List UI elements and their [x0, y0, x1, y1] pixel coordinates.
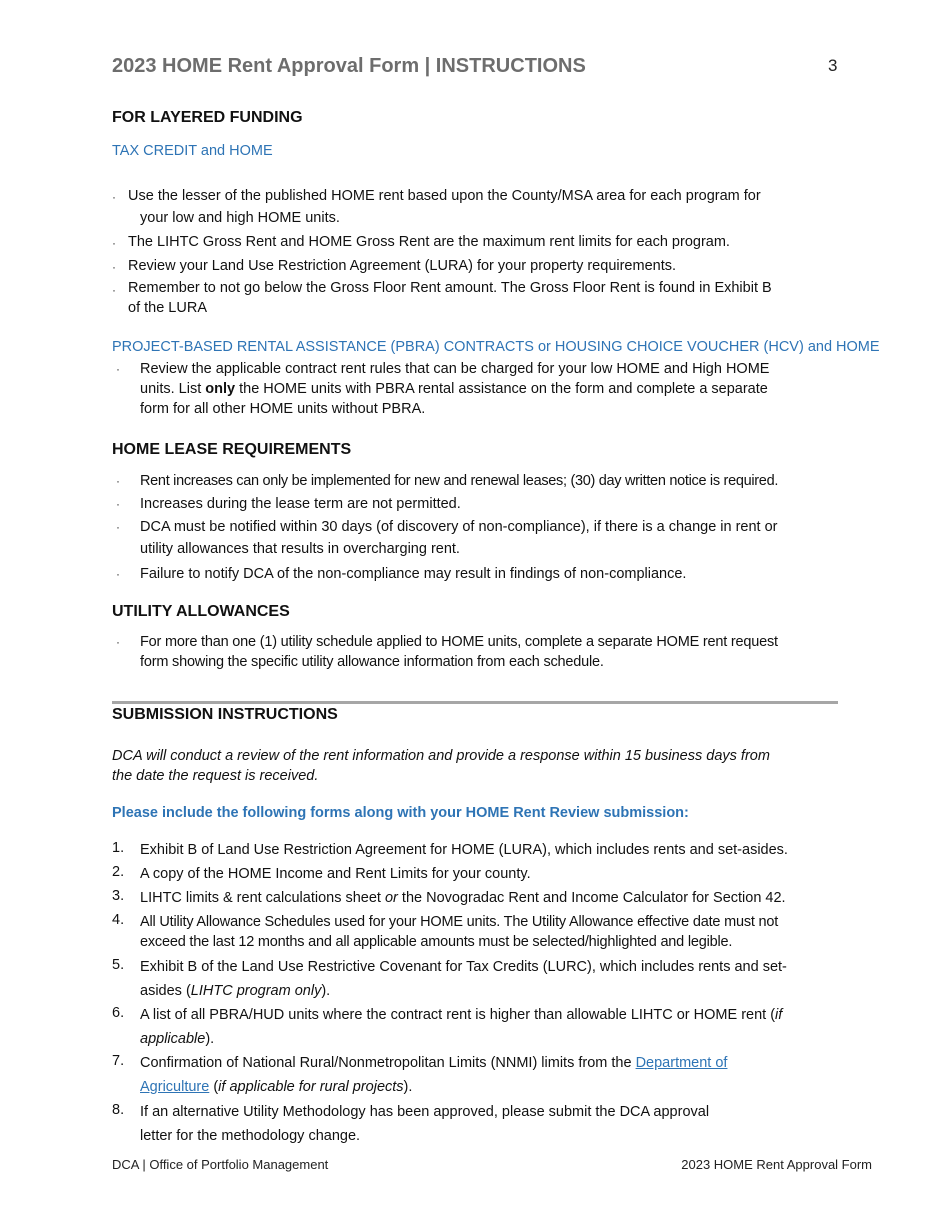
item-number: 3. [112, 888, 125, 904]
tax-bullet-4-line-2: of the LURA [128, 300, 207, 316]
item-6-italic-2: applicable [140, 1031, 206, 1047]
bullet-dot: · [112, 283, 116, 297]
submission-item-4 [140, 912, 778, 952]
utility-bullet-line-2: form showing the specific utility allowance information from each schedule. [140, 654, 604, 670]
item-5-pre: asides ( [140, 983, 191, 999]
lease-bullet-1: Rent increases can only be implemented for new and renewal leases; (30) day written notice is required. [140, 473, 779, 489]
item-3-italic: or [384, 890, 398, 906]
pbra-line-1: Review the applicable contract rent rules that can be charged for your low HOME and High HOME [140, 361, 770, 377]
item-7-line-2 [140, 1077, 727, 1097]
item-4-line-2: exceed the last 12 months and all applicable amounts must be selected/highlighted and legible. [140, 934, 733, 950]
bullet-dot: · [112, 236, 116, 250]
tax-bullet-4-line-1: Remember to not go below the Gross Floor Rent amount. The Gross Floor Rent is found in Exhibit B [128, 280, 772, 296]
utility-bullet-line-1: For more than one (1) utility schedule applied to HOME units, complete a separate HOME rent request [140, 634, 778, 650]
tax-bullet-1-line-1: Use the lesser of the published HOME rent based upon the County/MSA area for each program for [128, 188, 761, 204]
page-number: 3 [828, 56, 838, 75]
footer-left: DCA | Office of Portfolio Management [112, 1157, 329, 1172]
tax-bullet-4 [128, 278, 772, 318]
tax-bullet-1 [128, 186, 761, 228]
bullet-dot: · [116, 474, 120, 488]
pbra-line-2 [140, 379, 832, 399]
item-7-line-1 [140, 1053, 727, 1073]
submission-item-5 [140, 957, 787, 1001]
submission-item-1: Exhibit B of Land Use Restriction Agreement for HOME (LURA), which includes rents and set-asides. [140, 842, 788, 858]
lease-heading: HOME LEASE REQUIREMENTS [112, 441, 352, 458]
utility-bullet [140, 632, 778, 672]
item-5-post: ). [321, 983, 331, 999]
item-3-post: the Novogradac Rent and Income Calculator for Section 42. [397, 890, 786, 906]
tax-bullet-1-line-2: your low and high HOME units. [140, 210, 340, 226]
item-5-italic: LIHTC program only [190, 983, 322, 999]
item-6-line-2 [140, 1029, 782, 1049]
tax-bullet-2: The LIHTC Gross Rent and HOME Gross Rent are the maximum rent limits for each program. [128, 234, 730, 250]
lease-bullet-2: Increases during the lease term are not permitted. [140, 496, 461, 512]
item-8-line-1: If an alternative Utility Methodology has been approved, please submit the DCA approval [140, 1104, 710, 1120]
item-7-italic: if applicable for rural projects [218, 1079, 404, 1095]
item-7-pre: Confirmation of National Rural/Nonmetropolitan Limits (NNMI) limits from the [140, 1055, 636, 1071]
tax-bullet-3: Review your Land Use Restriction Agreement (LURA) for your property requirements. [128, 258, 677, 274]
submission-item-7 [140, 1053, 727, 1097]
item-number: 8. [112, 1102, 125, 1118]
item-6-post: ). [205, 1031, 215, 1047]
item-4-line-1: All Utility Allowance Schedules used for your HOME units. The Utility Allowance effective date must not [140, 914, 779, 930]
item-6-italic-1: if [775, 1007, 783, 1023]
submission-item-6 [140, 1005, 782, 1049]
pbra-bullet [140, 359, 832, 419]
item-5-line-2 [140, 981, 787, 1001]
footer-right: 2023 HOME Rent Approval Form [681, 1157, 872, 1172]
item-number: 1. [112, 840, 125, 856]
item-number: 7. [112, 1053, 125, 1069]
pbra-line-3: form for all other HOME units without PBRA. [140, 401, 426, 417]
department-of-agriculture-link[interactable]: Department of [635, 1055, 728, 1071]
item-6-pre: A list of all PBRA/HUD units where the contract rent is higher than allowable LIHTC or HOME rent ( [140, 1007, 776, 1023]
item-5-line-1: Exhibit B of the Land Use Restrictive Covenant for Tax Credits (LURC), which includes rents and set- [140, 959, 787, 975]
page-title: 2023 HOME Rent Approval Form | INSTRUCTIONS [112, 55, 586, 77]
utility-heading: UTILITY ALLOWANCES [112, 603, 290, 620]
item-number: 4. [112, 912, 125, 928]
lease-bullet-3-line-1: DCA must be notified within 30 days (of discovery of non-compliance), if there is a change in rent or [140, 519, 778, 535]
lease-bullet-3-line-2: utility allowances that results in overcharging rent. [140, 541, 460, 557]
submission-item-3 [140, 888, 786, 908]
review-note-line-1: DCA will conduct a review of the rent information and provide a response within 15 business days from [112, 748, 770, 764]
pbra-line-2-bold: only [205, 381, 236, 397]
submission-item-2: A copy of the HOME Income and Rent Limits for your county. [140, 866, 531, 882]
submission-heading: SUBMISSION INSTRUCTIONS [112, 706, 338, 723]
bullet-dot: · [116, 497, 120, 511]
item-7-post: ). [403, 1079, 413, 1095]
item-3-pre: LIHTC limits & rent calculations sheet [140, 890, 385, 906]
item-6-line-1 [140, 1005, 782, 1025]
item-number: 2. [112, 864, 125, 880]
layered-funding-heading: FOR LAYERED FUNDING [112, 109, 303, 126]
lease-bullet-4: Failure to notify DCA of the non-compliance may result in findings of non-compliance. [140, 566, 687, 582]
item-7-paren-open: ( [209, 1079, 219, 1095]
pbra-subheading: PROJECT-BASED RENTAL ASSISTANCE (PBRA) CONTRACTS or HOUSING CHOICE VOUCHER (HCV) and HOME [112, 339, 880, 355]
lease-bullet-3 [140, 517, 778, 559]
tax-credit-subheading: TAX CREDIT and HOME [112, 143, 273, 159]
pbra-line-2-post: the HOME units with PBRA rental assistance on the form and complete a separate [235, 381, 768, 397]
item-number: 5. [112, 957, 125, 973]
item-8-line-2: letter for the methodology change. [140, 1128, 361, 1144]
agriculture-link[interactable]: Agriculture [140, 1079, 210, 1095]
include-note: Please include the following forms along with your HOME Rent Review submission: [112, 805, 689, 821]
review-note [112, 746, 770, 786]
submission-item-8 [140, 1102, 709, 1146]
section-divider [112, 701, 838, 704]
bullet-dot: · [112, 260, 116, 274]
bullet-dot: · [116, 567, 120, 581]
pbra-line-2-pre: units. List [140, 381, 206, 397]
review-note-line-2: the date the request is received. [112, 768, 319, 784]
bullet-dot: · [112, 190, 116, 204]
bullet-dot: · [116, 635, 120, 649]
bullet-dot: · [116, 362, 120, 376]
bullet-dot: · [116, 520, 120, 534]
item-number: 6. [112, 1005, 125, 1021]
